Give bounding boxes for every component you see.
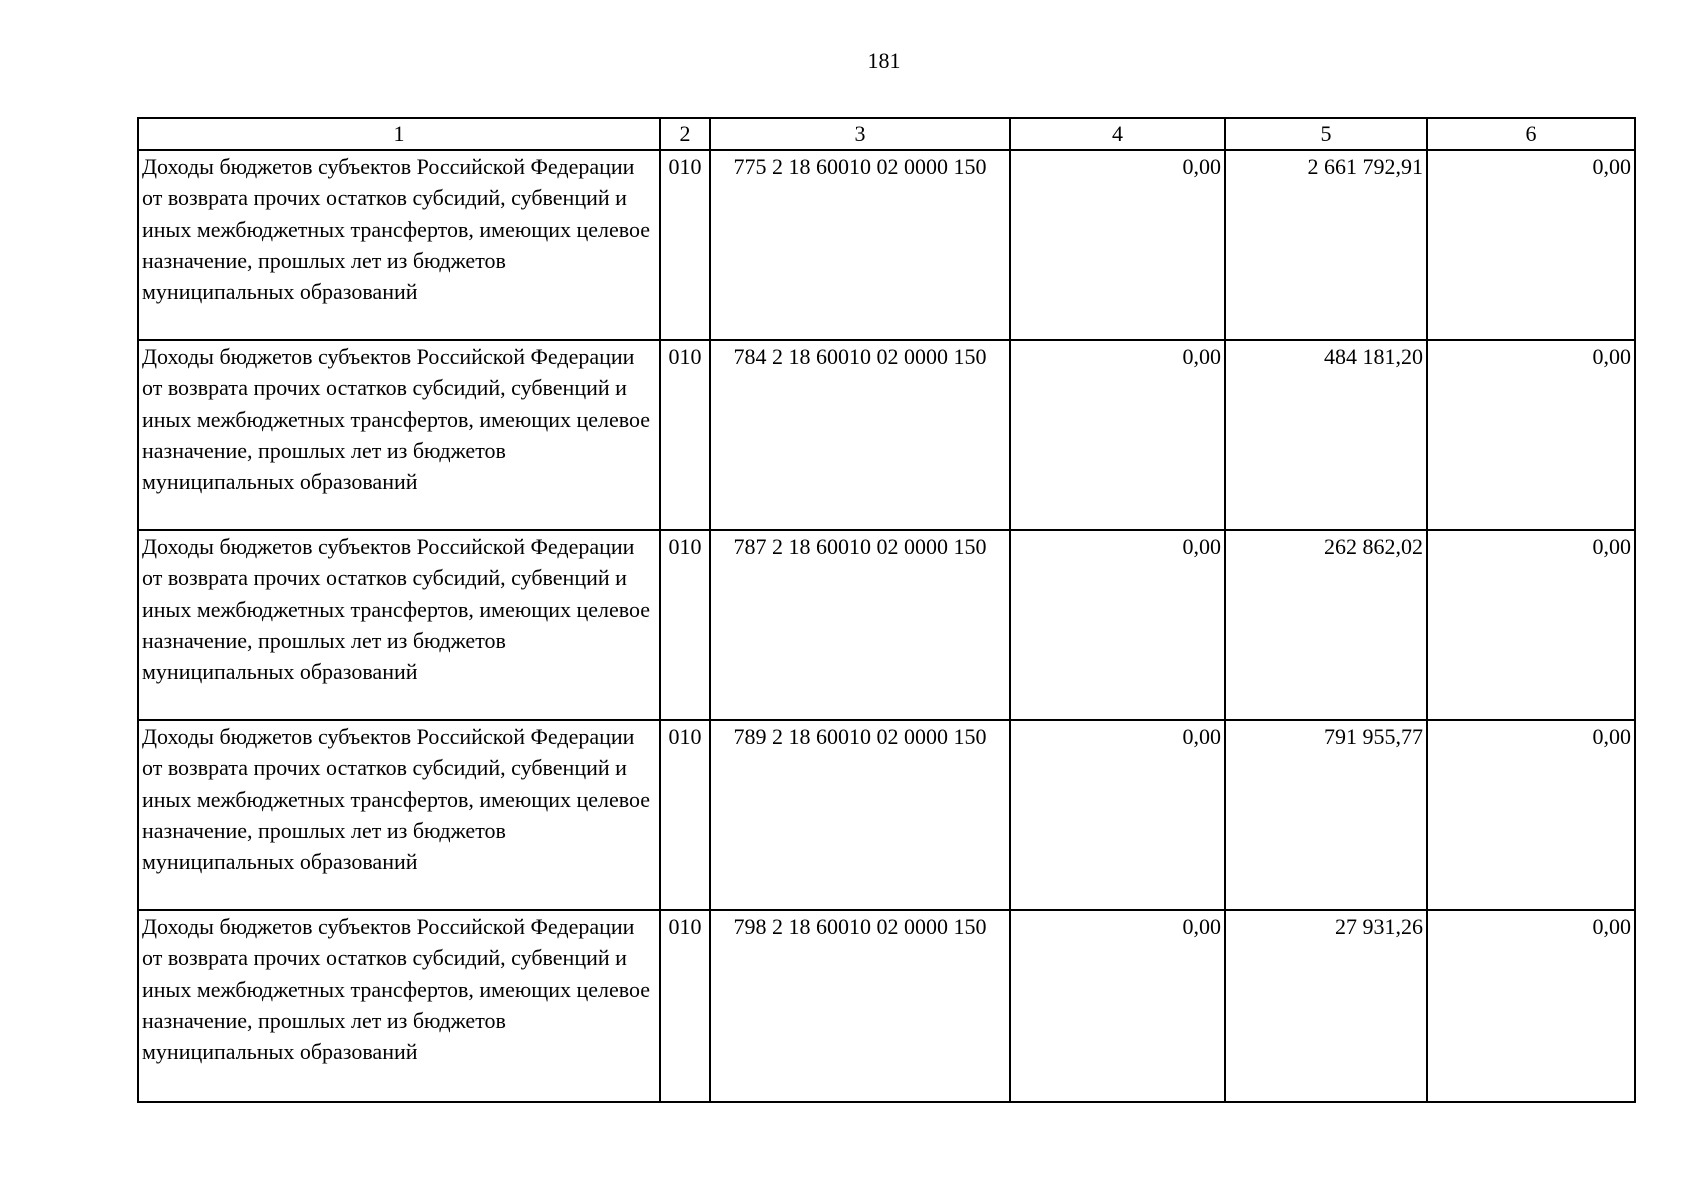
income-name-cell: Доходы бюджетов субъектов Российской Федерации от возврата прочих остатков субсидий, субвенций и иных межбюджетных трансфертов, имеющих целевое назначение, прошлых лет из бюджетов муниципальных образований <box>138 340 660 530</box>
column-header-4: 4 <box>1010 118 1225 150</box>
column-header-2: 2 <box>660 118 710 150</box>
column-header-1: 1 <box>138 118 660 150</box>
column-header-3: 3 <box>710 118 1010 150</box>
kbk-code-cell: 787 2 18 60010 02 0000 150 <box>710 530 1010 720</box>
column-6-value: 0,00 <box>1427 530 1635 720</box>
column-5-value: 2 661 792,91 <box>1225 150 1427 340</box>
kbk-code-cell: 789 2 18 60010 02 0000 150 <box>710 720 1010 910</box>
table-row <box>138 910 1635 1102</box>
admin-code-cell: 010 <box>660 910 710 1102</box>
column-5-value: 27 931,26 <box>1225 910 1427 1102</box>
table-row <box>138 340 1635 530</box>
column-4-value: 0,00 <box>1010 910 1225 1102</box>
table-header-row <box>138 118 1635 150</box>
column-6-value: 0,00 <box>1427 910 1635 1102</box>
column-header-6: 6 <box>1427 118 1635 150</box>
admin-code-cell: 010 <box>660 720 710 910</box>
admin-code-cell: 010 <box>660 340 710 530</box>
column-4-value: 0,00 <box>1010 150 1225 340</box>
kbk-code-cell: 775 2 18 60010 02 0000 150 <box>710 150 1010 340</box>
column-5-value: 791 955,77 <box>1225 720 1427 910</box>
column-6-value: 0,00 <box>1427 340 1635 530</box>
admin-code-cell: 010 <box>660 530 710 720</box>
income-name-cell: Доходы бюджетов субъектов Российской Федерации от возврата прочих остатков субсидий, субвенций и иных межбюджетных трансфертов, имеющих целевое назначение, прошлых лет из бюджетов муниципальных образований <box>138 530 660 720</box>
budget-table <box>137 117 1636 1103</box>
column-4-value: 0,00 <box>1010 720 1225 910</box>
column-6-value: 0,00 <box>1427 150 1635 340</box>
column-5-value: 484 181,20 <box>1225 340 1427 530</box>
column-header-5: 5 <box>1225 118 1427 150</box>
income-name-cell: Доходы бюджетов субъектов Российской Федерации от возврата прочих остатков субсидий, субвенций и иных межбюджетных трансфертов, имеющих целевое назначение, прошлых лет из бюджетов муниципальных образований <box>138 910 660 1102</box>
column-6-value: 0,00 <box>1427 720 1635 910</box>
kbk-code-cell: 784 2 18 60010 02 0000 150 <box>710 340 1010 530</box>
column-4-value: 0,00 <box>1010 530 1225 720</box>
page-number: 181 <box>867 48 901 73</box>
column-4-value: 0,00 <box>1010 340 1225 530</box>
income-name-cell: Доходы бюджетов субъектов Российской Федерации от возврата прочих остатков субсидий, субвенций и иных межбюджетных трансфертов, имеющих целевое назначение, прошлых лет из бюджетов муниципальных образований <box>138 720 660 910</box>
table-row <box>138 150 1635 340</box>
column-5-value: 262 862,02 <box>1225 530 1427 720</box>
table-row <box>138 530 1635 720</box>
kbk-code-cell: 798 2 18 60010 02 0000 150 <box>710 910 1010 1102</box>
income-name-cell: Доходы бюджетов субъектов Российской Федерации от возврата прочих остатков субсидий, субвенций и иных межбюджетных трансфертов, имеющих целевое назначение, прошлых лет из бюджетов муниципальных образований <box>138 150 660 340</box>
admin-code-cell: 010 <box>660 150 710 340</box>
table-row <box>138 720 1635 910</box>
